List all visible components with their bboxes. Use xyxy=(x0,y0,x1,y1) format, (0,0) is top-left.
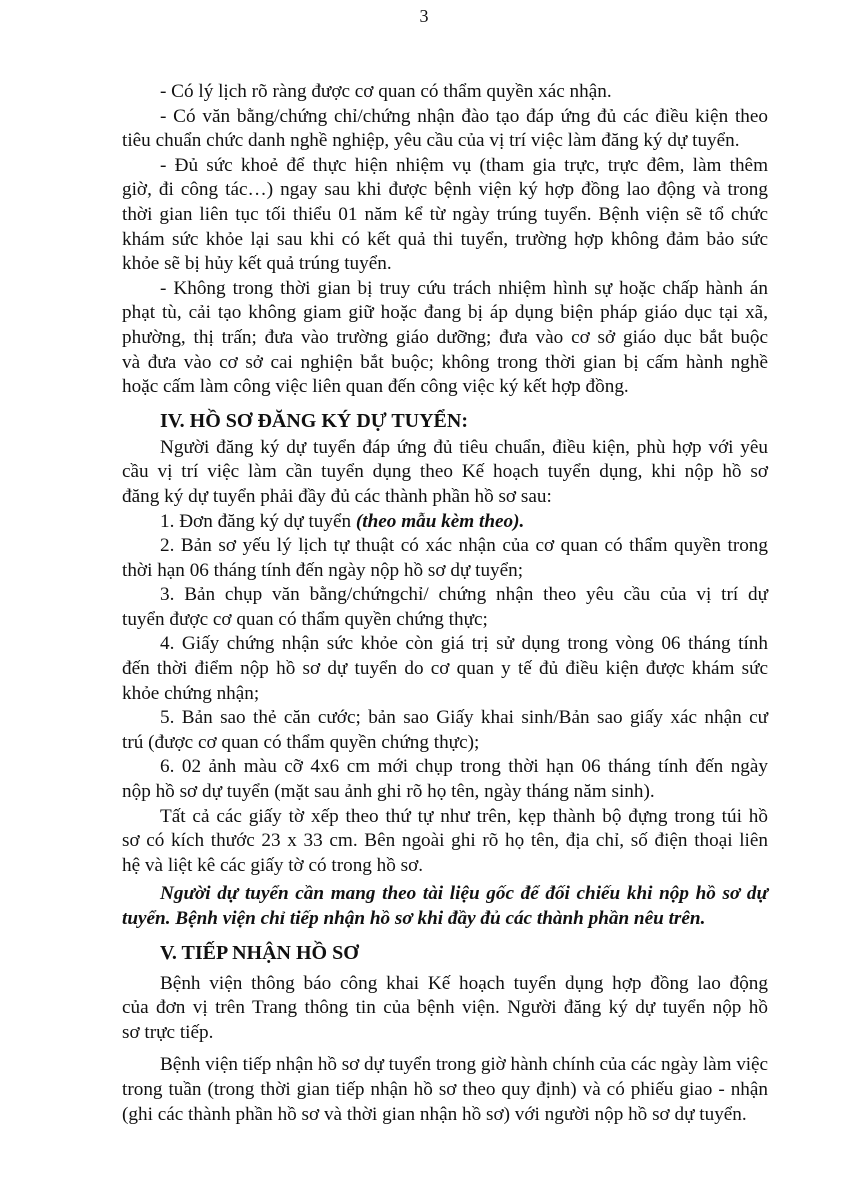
item-1-text: 1. Đơn đăng ký dự tuyển xyxy=(160,510,356,532)
document-item-2 xyxy=(122,534,768,583)
text-line: 4. Giấy chứng nhận sức khỏe còn giá trị sử dụng trong vòng 06 tháng tính xyxy=(160,633,768,655)
text-line: tuyển. Bệnh viện chỉ tiếp nhận hồ sơ khi đầy đủ các thành phần nêu trên. xyxy=(122,908,706,929)
text-line: trú (được cơ quan có thẩm quyền chứng thực); xyxy=(122,731,480,753)
document-item-5 xyxy=(122,706,768,755)
packaging-instructions xyxy=(122,805,768,879)
section-iv-heading: IV. HỒ SƠ ĐĂNG KÝ DỰ TUYỂN: xyxy=(160,409,468,432)
text-line: Bệnh viện thông báo công khai Kế hoạch tuyển dụng hợp đồng lao động xyxy=(160,972,768,994)
requirement-item xyxy=(122,277,768,400)
item-1-emphasis: (theo mẫu kèm theo). xyxy=(355,510,525,532)
text-line: Bệnh viện tiếp nhận hồ sơ dự tuyển trong giờ hành chính của các ngày làm việc xyxy=(160,1054,768,1076)
text-line: giờ, đi công tác…) ngay sau khi được bệnh viện ký hợp đồng lao động và trong xyxy=(122,179,768,201)
text-line: (ghi các thành phần hồ sơ và thời gian nhận hồ sơ) với người nộp hồ sơ dự tuyển. xyxy=(122,1103,747,1125)
section-v-paragraph xyxy=(122,972,768,1046)
page-number: 3 xyxy=(419,6,429,26)
text-line: 3. Bản chụp văn bằng/chứngchỉ/ chứng nhận theo yêu cầu của vị trí dự xyxy=(160,584,768,606)
text-line: 5. Bản sao thẻ căn cước; bản sao Giấy khai sinh/Bản sao giấy xác nhận cư xyxy=(160,707,768,729)
text-line: khỏe chứng nhận; xyxy=(122,682,260,704)
text-line: và đưa vào cơ sở cai nghiện bắt buộc; không trong thời gian bị cấm hành nghề xyxy=(122,351,768,373)
original-documents-note xyxy=(122,882,768,931)
text-line: đăng ký dự tuyển phải đầy đủ các thành phần hồ sơ sau: xyxy=(122,485,552,507)
text-line: trong tuần (trong thời gian tiếp nhận hồ sơ theo quy định) và có phiếu giao - nhận xyxy=(122,1078,768,1100)
section-v-heading: V. TIẾP NHẬN HỒ SƠ xyxy=(160,941,359,964)
document-item-6 xyxy=(122,755,768,804)
text-line: thời hạn 06 tháng tính đến ngày nộp hồ sơ dự tuyển; xyxy=(122,559,524,581)
text-line: Tất cả các giấy tờ xếp theo thứ tự như trên, kẹp thành bộ đựng trong túi hồ xyxy=(160,805,768,827)
text-line: thời gian liên tục tối thiểu 01 năm kể từ ngày trúng tuyển. Bệnh viện sẽ tổ chức xyxy=(122,203,768,225)
text-line: phạt tù, cải tạo không giam giữ hoặc đang bị áp dụng biện pháp giáo dục tại xã, xyxy=(122,302,768,324)
text-line: phường, thị trấn; đưa vào trường giáo dưỡng; đưa vào cơ sở giáo dục bắt buộc xyxy=(122,326,768,348)
requirements-list xyxy=(122,80,768,400)
document-body xyxy=(122,80,768,1127)
text-line: hoặc cấm làm công việc liên quan đến công việc ký kết hợp đồng. xyxy=(122,376,629,398)
text-line: hệ và liệt kê các giấy tờ có trong hồ sơ. xyxy=(122,854,424,876)
text-line: khám sức khỏe lại sau khi có kết quả thi tuyển, trường hợp không đảm bảo sức xyxy=(122,228,768,250)
section-iv-intro xyxy=(122,436,768,510)
text-line: Người dự tuyển cần mang theo tài liệu gốc để đối chiếu khi nộp hồ sơ dự xyxy=(160,883,768,905)
text-line: 2. Bản sơ yếu lý lịch tự thuật có xác nhận của cơ quan có thẩm quyền trong xyxy=(160,535,768,557)
requirement-item xyxy=(122,154,768,277)
text-line: sơ có kích thước 23 x 33 cm. Bên ngoài ghi rõ họ tên, địa chỉ, số điện thoại liên xyxy=(122,830,768,852)
text-line: tuyển được cơ quan có thẩm quyền chứng thực; xyxy=(122,608,488,630)
text-line: cầu vị trí việc làm cần tuyển dụng theo Kế hoạch tuyển dụng, khi nộp hồ sơ xyxy=(122,461,768,483)
document-item-1 xyxy=(122,510,768,535)
text-line: Người đăng ký dự tuyển đáp ứng đủ tiêu chuẩn, điều kiện, phù hợp với yêu xyxy=(160,436,768,458)
text-line: đến thời điểm nộp hồ sơ dự tuyển do cơ quan y tế đủ điều kiện được khám sức xyxy=(122,658,768,680)
document-item-4 xyxy=(122,632,768,706)
text-line xyxy=(122,510,768,535)
text-line: - Có lý lịch rõ ràng được cơ quan có thẩm quyền xác nhận. xyxy=(160,81,612,102)
text-line: tiêu chuẩn chức danh nghề nghiệp, yêu cầu của vị trí việc làm đăng ký dự tuyển. xyxy=(122,130,740,152)
requirement-item xyxy=(122,80,768,105)
text-line: 6. 02 ảnh màu cỡ 4x6 cm mới chụp trong thời hạn 06 tháng tính đến ngày xyxy=(160,756,768,778)
text-line: nộp hồ sơ dự tuyển (mặt sau ảnh ghi rõ họ tên, ngày tháng năm sinh). xyxy=(122,781,655,803)
text-line: - Không trong thời gian bị truy cứu trách nhiệm hình sự hoặc chấp hành án xyxy=(160,277,768,299)
text-line: sơ trực tiếp. xyxy=(122,1021,214,1043)
text-line: - Đủ sức khoẻ để thực hiện nhiệm vụ (tham gia trực, trực đêm, làm thêm xyxy=(160,154,768,176)
text-line: khỏe sẽ bị hủy kết quả trúng tuyển. xyxy=(122,253,392,275)
document-item-3 xyxy=(122,583,768,632)
text-line: của đơn vị trên Trang thông tin của bệnh viện. Người đăng ký dự tuyển nộp hồ xyxy=(122,997,768,1019)
requirement-item xyxy=(122,105,768,154)
text-line: - Có văn bằng/chứng chỉ/chứng nhận đào tạo đáp ứng đủ các điều kiện theo xyxy=(160,105,768,127)
section-v-paragraph xyxy=(122,1053,768,1127)
